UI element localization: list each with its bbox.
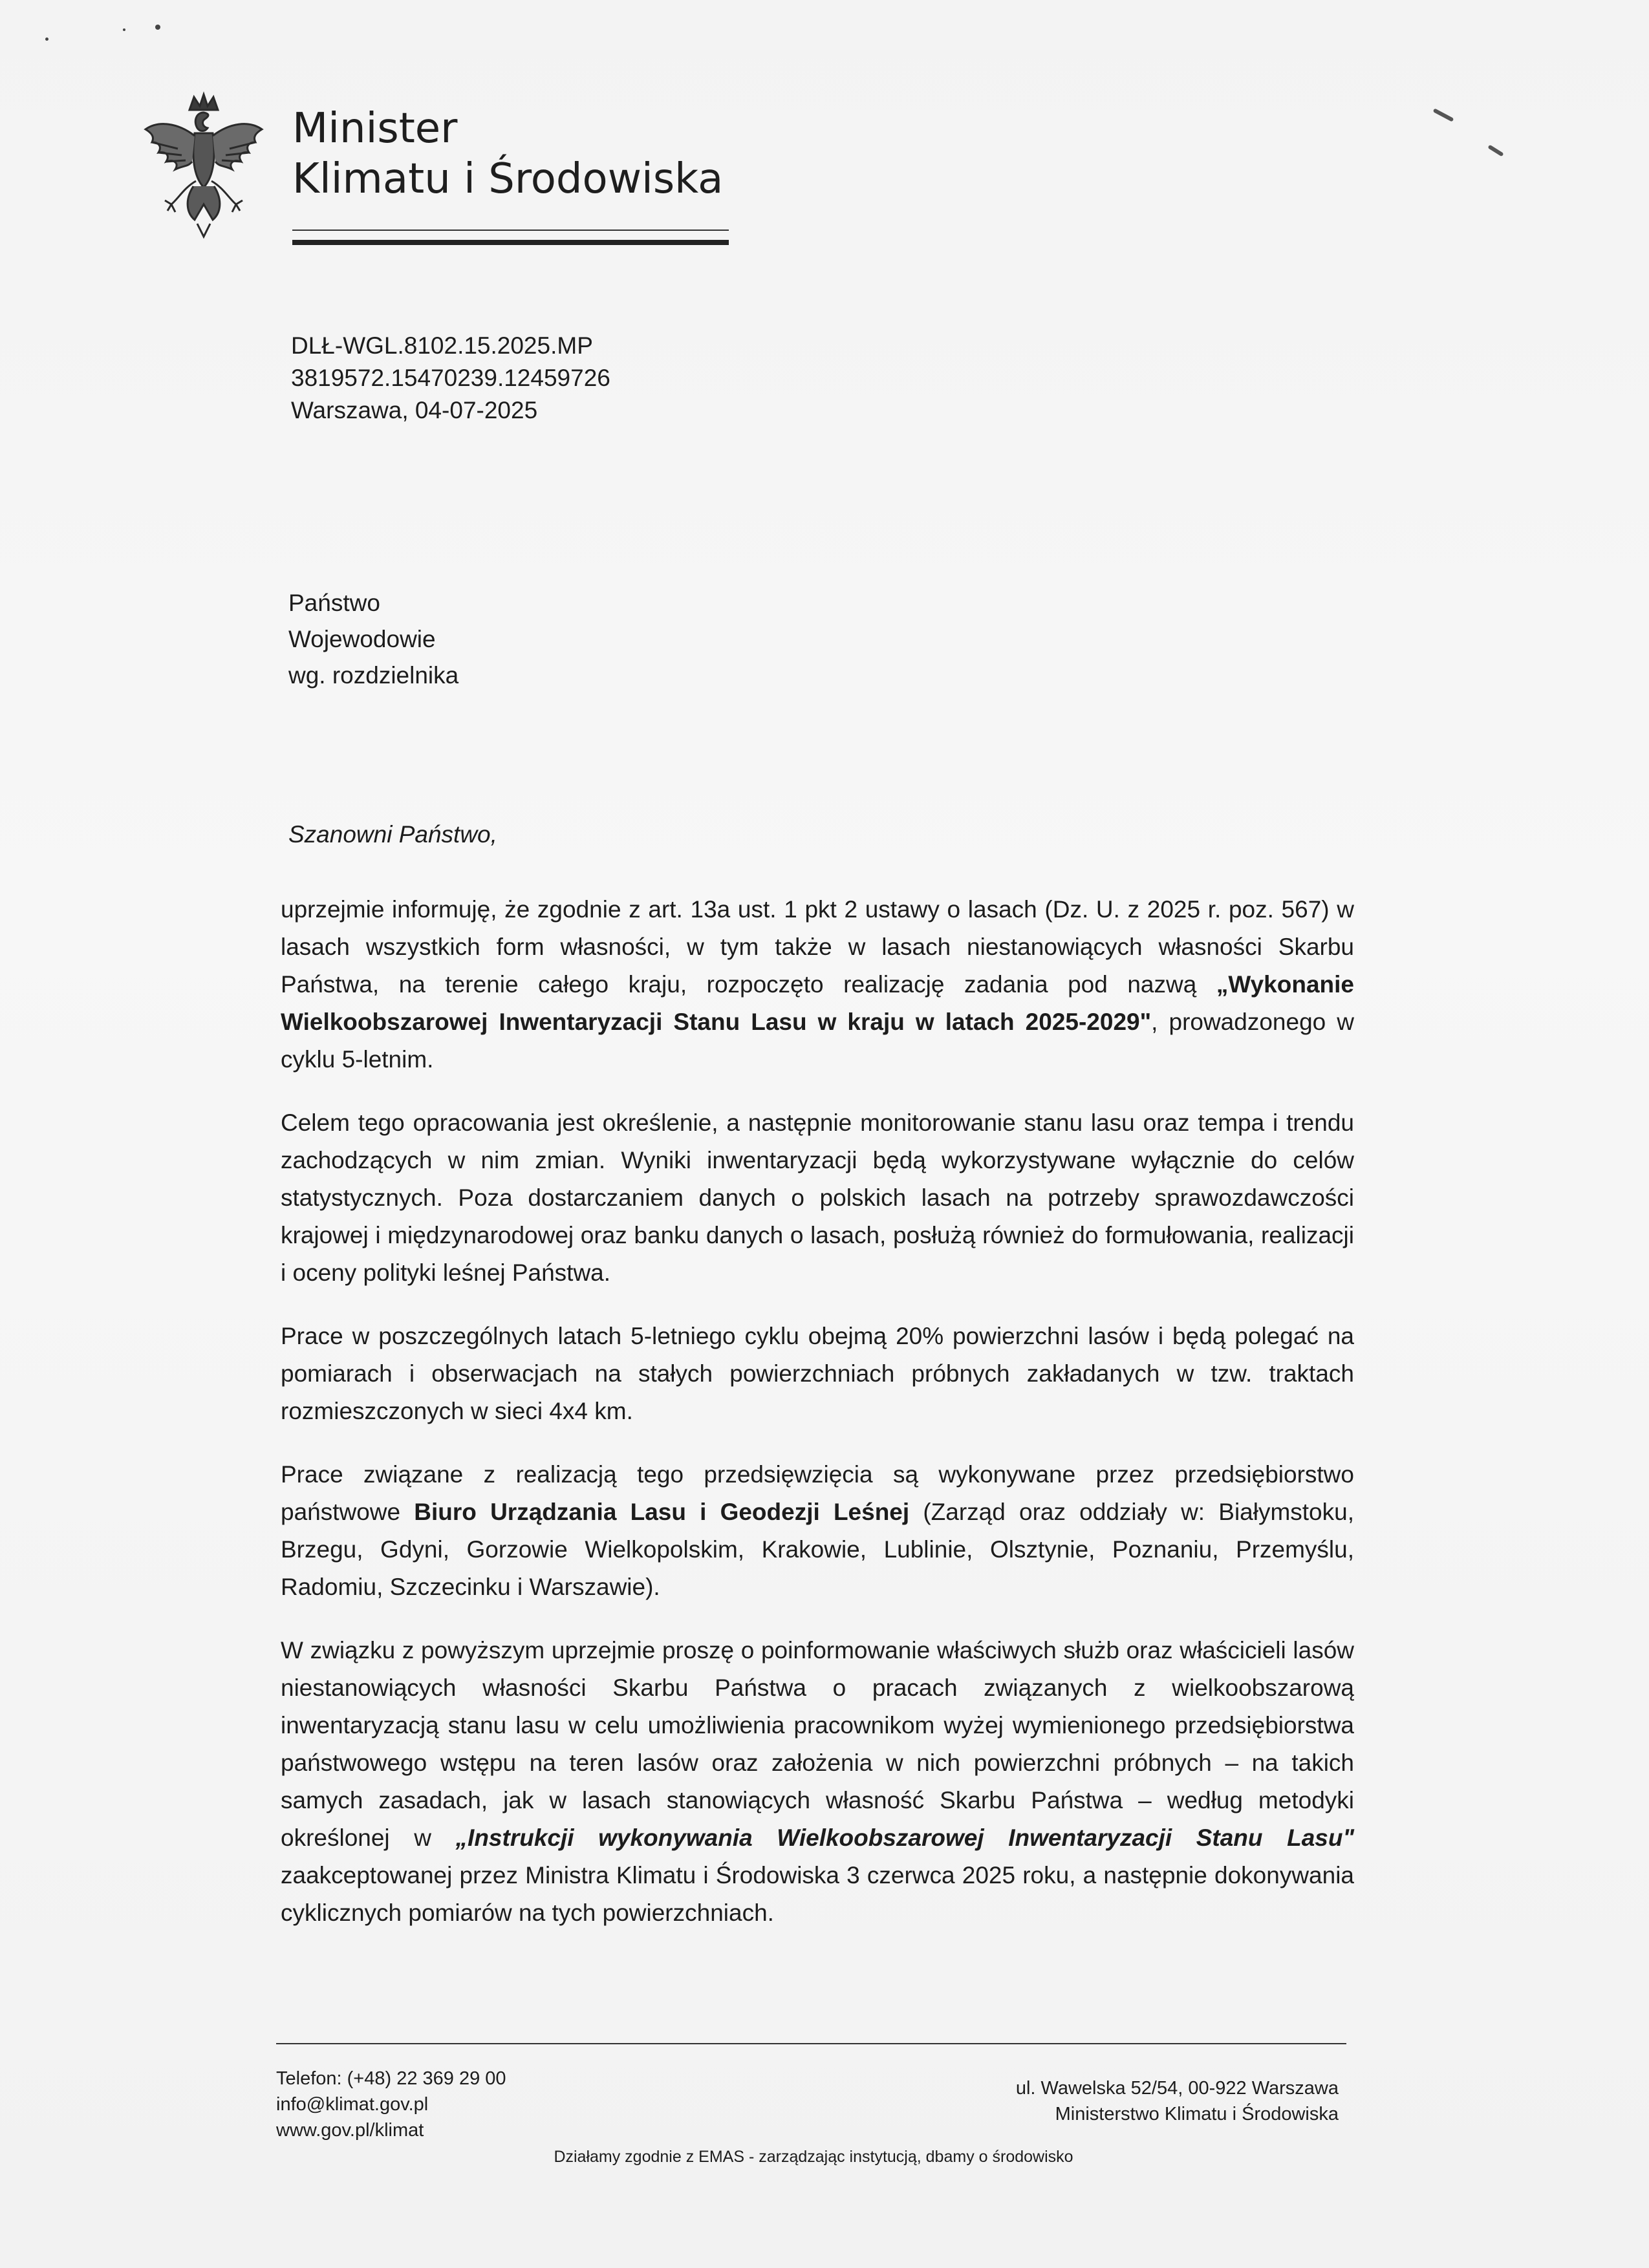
title-line-1: Minister (292, 105, 458, 153)
footer-phone: Telefon: (+48) 22 369 29 00 (276, 2068, 506, 2089)
letter-body (281, 891, 1354, 1958)
paragraph-4-text-end: (Zarząd oraz oddziały w: Białymstoku, Brzegu, Gdyni, Gorzowie Wielkopolskim, Krakowie, Lublinie, Olsztynie, Poznaniu, Przemyślu, Radomiu, Szczecinku i Warszawie). (281, 1499, 1354, 1600)
footer-contact (276, 2066, 506, 2143)
polish-eagle-emblem-icon (133, 91, 275, 246)
reference-block (291, 330, 610, 427)
scan-speck (155, 25, 160, 30)
addressee-line-1: Państwo (288, 590, 380, 616)
paragraph-3: Prace w poszczególnych latach 5-letniego cyklu obejmą 20% powierzchni lasów i będą polegać na pomiarach i obserwacjach na stałych powierzchniach próbnych zakładanych w tzw. traktach rozmieszczonych w sieci 4x4 km. (281, 1323, 1354, 1424)
place-date: Warszawa, 04-07-2025 (291, 397, 538, 423)
addressee-line-2: Wojewodowie (288, 626, 436, 652)
instruction-title: „Instrukcji wykonywania Wielkoobszarowej Inwentaryzacji Stanu Lasu" (455, 1824, 1354, 1851)
minister-title (292, 103, 723, 204)
footer-ministry: Ministerstwo Klimatu i Środowiska (1055, 2104, 1339, 2124)
paragraph-5 (281, 1632, 1354, 1932)
scan-mark (1487, 145, 1503, 157)
addressee-block (288, 585, 458, 694)
paragraph-1-text: uprzejmie informuję, że zgodnie z art. 13a ust. 1 pkt 2 ustawy o lasach (Dz. U. z 2025 r. poz. 567) w lasach wszystkich form własności, w tym także w lasach niestanowiących własności Skarbu Państwa, na terenie całego kraju, rozpoczęto realizację zadania pod nazwą (281, 896, 1354, 998)
paragraph-4 (281, 1456, 1354, 1606)
emas-note: Działamy zgodnie z EMAS - zarządzając instytucją, dbamy o środowisko (554, 2148, 1073, 2166)
scan-mark (1433, 108, 1454, 122)
footer-email: info@klimat.gov.pl (276, 2094, 429, 2115)
document-id: 3819572.15470239.12459726 (291, 365, 610, 391)
paragraph-1-text-end: , prowadzonego w cyklu 5-letnim. (281, 1009, 1354, 1073)
salutation: Szanowni Państwo, (288, 821, 497, 848)
task-name: „Wykonanie Wielkoobszarowej Inwentaryzacji Stanu Lasu w kraju w latach 2025-2029" (281, 971, 1354, 1035)
paragraph-5-text-end: zaakceptowanej przez Ministra Klimatu i Środowiska 3 czerwca 2025 roku, a następnie dokonywania cyklicznych pomiarów na tych powierzchniach. (281, 1862, 1354, 1926)
footer-rule (276, 2043, 1346, 2044)
scan-speck (123, 28, 125, 31)
scan-speck (45, 37, 48, 41)
footer-emas (0, 2148, 1649, 2166)
paragraph-4-text: Prace związane z realizacją tego przedsięwzięcia są wykonywane przez przedsiębiorstwo państwowe (281, 1461, 1354, 1525)
footer-website: www.gov.pl/klimat (276, 2120, 424, 2141)
header-rule (292, 230, 729, 245)
paragraph-5-text: W związku z powyższym uprzejmie proszę o poinformowanie właściwych służb oraz właścicieli lasów niestanowiących własności Skarbu Państwa o pracach związanych z wielkoobszarową inwentaryzacją stanu lasu w celu umożliwienia pracownikom wyżej wymienionego przedsiębiorstwa państwowego wstępu na teren lasów oraz założenia w nich powierzchni próbnych – na takich samych zasadach, jak w lasach stanowiących własność Skarbu Państwa – według metodyki określonej w (281, 1637, 1354, 1851)
footer-address (1016, 2075, 1339, 2127)
title-line-2: Klimatu i Środowiska (292, 155, 724, 203)
paragraph-2: Celem tego opracowania jest określenie, a następnie monitorowanie stanu lasu oraz tempa i trendu zachodzących w nim zmian. Wyniki inwentaryzacji będą wykorzystywane wyłącznie do celów statystycznych. Poza dostarczaniem danych o polskich lasach na potrzeby sprawozdawczości krajowej i międzynarodowej oraz banku danych o lasach, posłużą również do formułowania, realizacji i oceny polityki leśnej Państwa. (281, 1109, 1354, 1286)
company-name: Biuro Urządzania Lasu i Geodezji Leśnej (414, 1499, 910, 1525)
addressee-line-3: wg. rozdzielnika (288, 662, 459, 689)
paragraph-1 (281, 891, 1354, 1078)
footer-street: ul. Wawelska 52/54, 00-922 Warszawa (1015, 2078, 1339, 2099)
case-number: DLŁ-WGL.8102.15.2025.MP (291, 332, 593, 359)
